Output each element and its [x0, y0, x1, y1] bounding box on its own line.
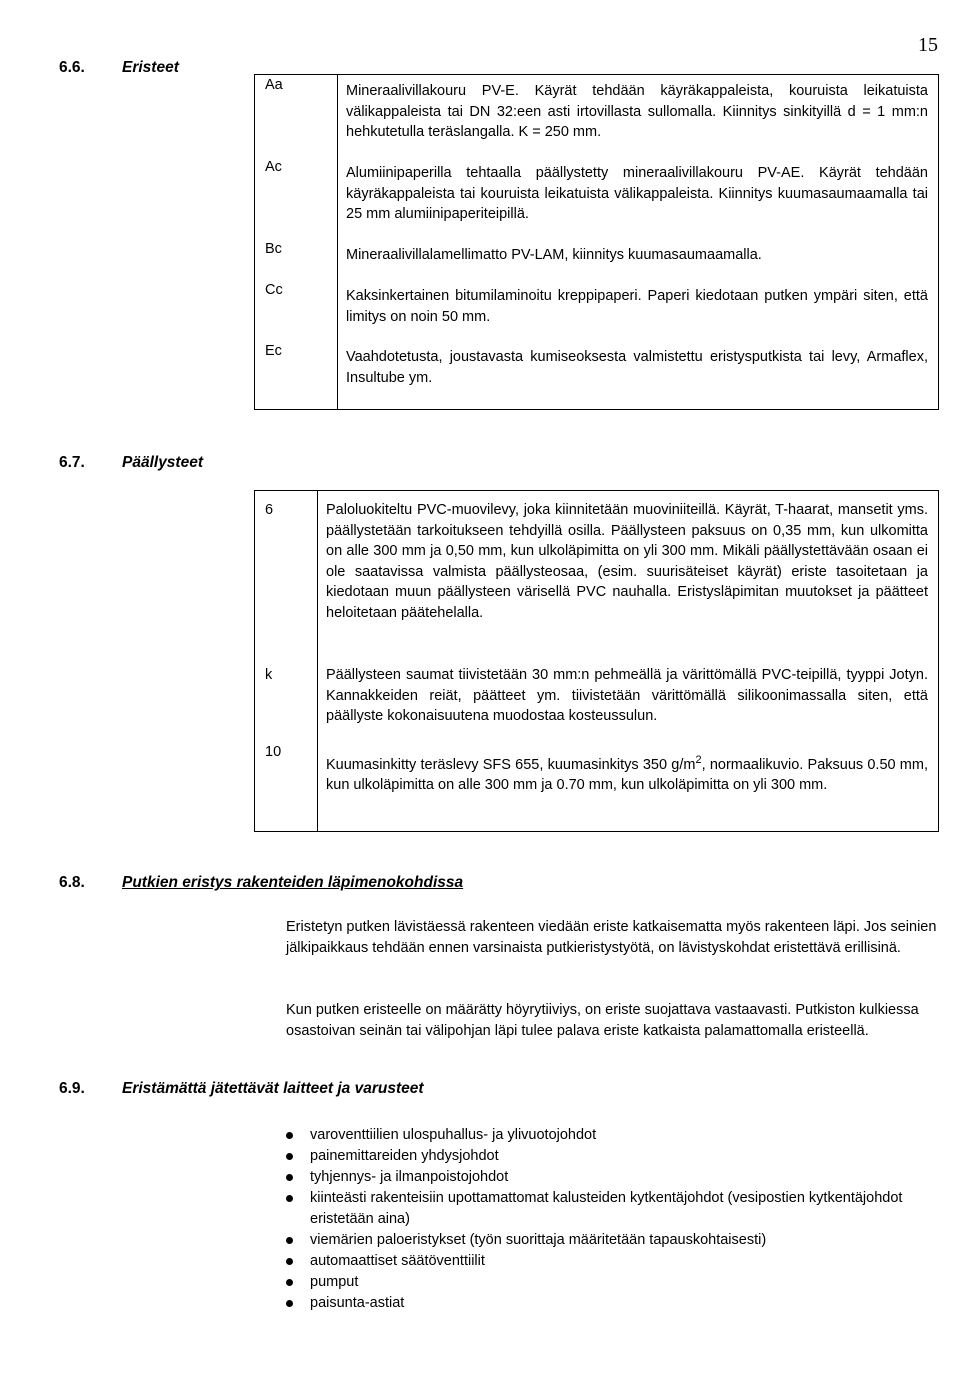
table-row-text [326, 742, 928, 796]
excluded-equipment-list [286, 1125, 938, 1314]
insulation-code-column [255, 75, 338, 410]
bullet-icon [286, 1153, 293, 1160]
section-6-8-number: 6.8. [59, 874, 85, 891]
table-row-text: Paloluokiteltu PVC-muovilevy, joka kiinnitetään muoviniiteillä. Käyrät, T-haarat, mansetit yms. päällystetään tarkoitukseen tehdyillä osilla. Päällysteen paksuus on 0,35 mm, kun ulkomitta on alle 300 mm ja 0,50 mm, kun ulkoläpimitta on yli 300 mm. Mikäli päällystettävään osaan ei ole saatavissa valmista päällysteosaa, (esim. suurisäteiset käyrät) eriste tasoitetaan ja kiedotaan muun päällysteen värisellä PVC nauhalla. Eristysläpimitan muutokset ja päätteet heloitetaan päätehelalla. [326, 502, 928, 621]
table-row-text-part: , normaalikuvio. Paksuus 0.50 mm, kun ulkoläpimitta on alle 300 mm ja 0.70 mm, kun ulkoläpimitta on yli 300 mm. [326, 756, 928, 794]
table-row-code: Aa [265, 77, 283, 93]
table-row-code: Ac [265, 159, 282, 175]
bullet-icon [286, 1237, 293, 1244]
list-item: paisunta-astiat [286, 1293, 938, 1314]
bullet-icon [286, 1258, 293, 1265]
section-6-6-title: Eristeet [122, 59, 179, 76]
bullet-icon [286, 1195, 293, 1202]
table-row-code: Cc [265, 282, 283, 298]
insulation-text-column [338, 75, 939, 410]
section-6-7-number: 6.7. [59, 454, 85, 471]
bullet-icon [286, 1132, 293, 1139]
bullet-icon [286, 1174, 293, 1181]
list-item: pumput [286, 1272, 938, 1293]
table-row-code: 6 [265, 502, 274, 518]
coating-table [254, 490, 939, 832]
table-row-code: 10 [265, 744, 282, 760]
bullet-icon [286, 1300, 293, 1307]
superscript: 2 [695, 754, 702, 766]
bullet-icon [286, 1279, 293, 1286]
table-row-text-part: Kuumasinkitty teräslevy SFS 655, kuumasinkitys 350 g/m [326, 756, 696, 773]
table-row-code: k [265, 667, 273, 683]
section-6-6-number: 6.6. [59, 59, 85, 76]
section-6-7-title: Päällysteet [122, 454, 203, 471]
table-row-text: Alumiinipaperilla tehtaalla päällystetty mineraalivillakouru PV-AE. Käyrät tehdään käyräkappaleista tai kouruista leikatuista välikappaleista. Kiinnitys kuumasaumaamalla tai 25 mm alumiinipaperiteipillä. [346, 165, 928, 222]
page-number: 15 [918, 34, 938, 56]
table-row-text: Mineraalivillakouru PV-E. Käyrät tehdään käyräkappaleista, kouruista leikatuista välikappaleista tai DN 32:een asti irtovillasta sullomalla. Kiinnitys sinkityillä d = 1 mm:n hehkutetulla teräslangalla. K = 250 mm. [346, 83, 928, 140]
table-row-text: Kaksinkertainen bitumilaminoitu kreppipaperi. Paperi kiedotaan putken ympäri siten, että limitys on noin 50 mm. [346, 288, 928, 325]
table-row-code: Bc [265, 241, 282, 257]
section-6-9-number: 6.9. [59, 1080, 85, 1097]
list-item: automaattiset säätöventtiilit [286, 1251, 938, 1272]
table-row-text: Päällysteen saumat tiivistetään 30 mm:n pehmeällä ja värittömällä PVC-teipillä, tyyppi Jotyn. Kannakkeiden reiät, päätteet ym. tiivistetään värittömällä silikoonimassalla siten, että päällyste kokonaisuutena muodostaa kosteussulun. [326, 667, 928, 724]
list-item: tyhjennys- ja ilmanpoistojohdot [286, 1167, 938, 1188]
coating-text-column [318, 491, 939, 832]
list-item: varoventtiilien ulospuhallus- ja ylivuotojohdot [286, 1125, 938, 1146]
table-row-text: Mineraalivillalamellimatto PV-LAM, kiinnitys kuumasaumaamalla. [346, 247, 762, 263]
coating-code-column [255, 491, 318, 832]
list-item: viemärien paloeristykset (työn suorittaja määritetään tapauskohtaisesti) [286, 1230, 938, 1251]
section-6-9-title: Eristämättä jätettävät laitteet ja varusteet [122, 1080, 424, 1097]
insulation-table [254, 74, 939, 410]
section-6-8-title: Putkien eristys rakenteiden läpimenokohdissa [122, 874, 464, 891]
list-item: kiinteästi rakenteisiin upottamattomat kalusteiden kytkentäjohdot (vesipostien kytkentäjohdot eristetään aina) [286, 1188, 938, 1230]
section-6-8-paragraph-1: Eristetyn putken lävistäessä rakenteen viedään eriste katkaisematta myös rakenteen läpi. Jos seinien jälkipaikkaus tehdään ennen varsinaista putkieristystyötä, on lävistyskohdat eristettävä erillisinä. [286, 919, 937, 956]
table-row-text: Vaahdotetusta, joustavasta kumiseoksesta valmistettu eristysputkista tai levy, Armaflex, Insultube ym. [346, 349, 928, 386]
list-item: painemittareiden yhdysjohdot [286, 1146, 938, 1167]
section-6-8-paragraph-2: Kun putken eristeelle on määrätty höyrytiiviys, on eriste suojattava vastaavasti. Putkiston kulkiessa osastoivan seinän tai välipohjan läpi tulee palava eriste katkaista palamattomalla eristeellä. [286, 1002, 919, 1039]
table-row-code: Ec [265, 343, 282, 359]
